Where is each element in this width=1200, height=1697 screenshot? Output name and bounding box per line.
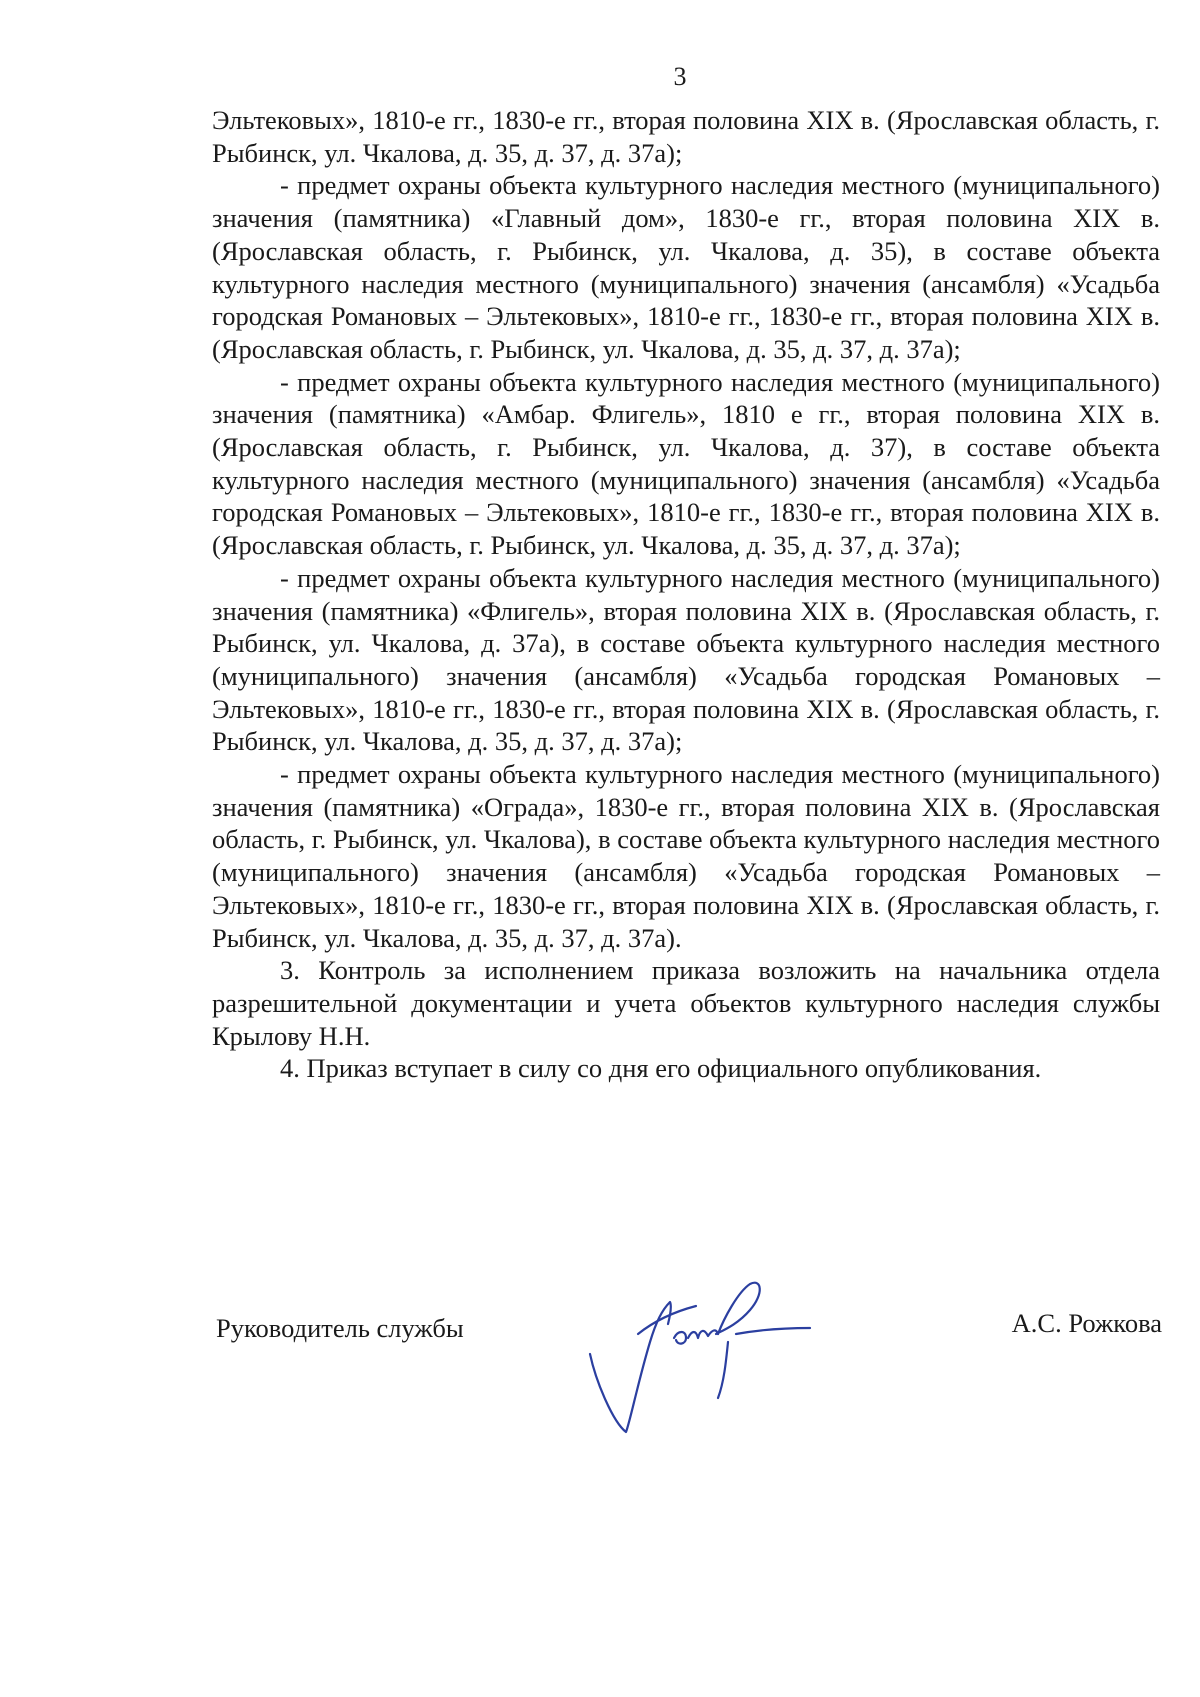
signatory-role: Руководитель службы <box>216 1313 464 1343</box>
page-number: 3 <box>673 62 687 91</box>
paragraph-continuation: Эльтековых», 1810-е гг., 1830-е гг., вторая половина XIX в. (Ярославская область, г. Рыбинск, ул. Чкалова, д. 35, д. 37, д. 37а); <box>212 105 1160 168</box>
document-body <box>212 104 1160 1085</box>
paragraph-item-fence: - предмет охраны объекта культурного наследия местного (муниципального) значения (памятника) «Ограда», 1830-е гг., вторая половина XIX в. (Ярославская область, г. Рыбинск, ул. Чкалова), в составе объекта культурного наследия местного (муниципального) значения (ансамбля) «Усадьба городская Романовых – Эльтековых», 1810-е гг., 1830-е гг., вторая половина XIX в. (Ярославская область, г. Рыбинск, ул. Чкалова, д. 35, д. 37, д. 37а). <box>212 759 1160 953</box>
paragraph-control-clause: 3. Контроль за исполнением приказа возложить на начальника отдела разрешительной документации и учета объектов культурного наследия службы Крылову Н.Н. <box>212 955 1160 1051</box>
signatory-name: А.С. Рожкова <box>1011 1308 1162 1338</box>
handwritten-signature <box>578 1272 828 1442</box>
paragraph-item-wing: - предмет охраны объекта культурного наследия местного (муниципального) значения (памятника) «Флигель», вторая половина XIX в. (Ярославская область, г. Рыбинск, ул. Чкалова, д. 37а), в составе объекта культурного наследия местного (муниципального) значения (ансамбля) «Усадьба городская Романовых – Эльтековых», 1810-е гг., 1830-е гг., вторая половина XIX в. (Ярославская область, г. Рыбинск, ул. Чкалова, д. 35, д. 37, д. 37а); <box>212 562 1160 757</box>
paragraph-item-main-house: - предмет охраны объекта культурного наследия местного (муниципального) значения (памятника) «Главный дом», 1830-е гг., вторая половина XIX в. (Ярославская область, г. Рыбинск, ул. Чкалова, д. 35), в составе объекта культурного наследия местного (муниципального) значения (ансамбля) «Усадьба городская Романовых – Эльтековых», 1810-е гг., 1830-е гг., вторая половина XIX в. (Ярославская область, г. Рыбинск, ул. Чкалова, д. 35, д. 37, д. 37а); <box>212 170 1160 364</box>
paragraph-item-barn-wing: - предмет охраны объекта культурного наследия местного (муниципального) значения (памятника) «Амбар. Флигель», 1810 е гг., вторая половина XIX в. (Ярославская область, г. Рыбинск, ул. Чкалова, д. 37), в составе объекта культурного наследия местного (муниципального) значения (ансамбля) «Усадьба городская Романовых – Эльтековых», 1810-е гг., 1830-е гг., вторая половина XIX в. (Ярославская область, г. Рыбинск, ул. Чкалова, д. 35, д. 37, д. 37а); <box>212 366 1160 561</box>
paragraph-effective-clause: 4. Приказ вступает в силу со дня его официального опубликования. <box>280 1053 1042 1084</box>
